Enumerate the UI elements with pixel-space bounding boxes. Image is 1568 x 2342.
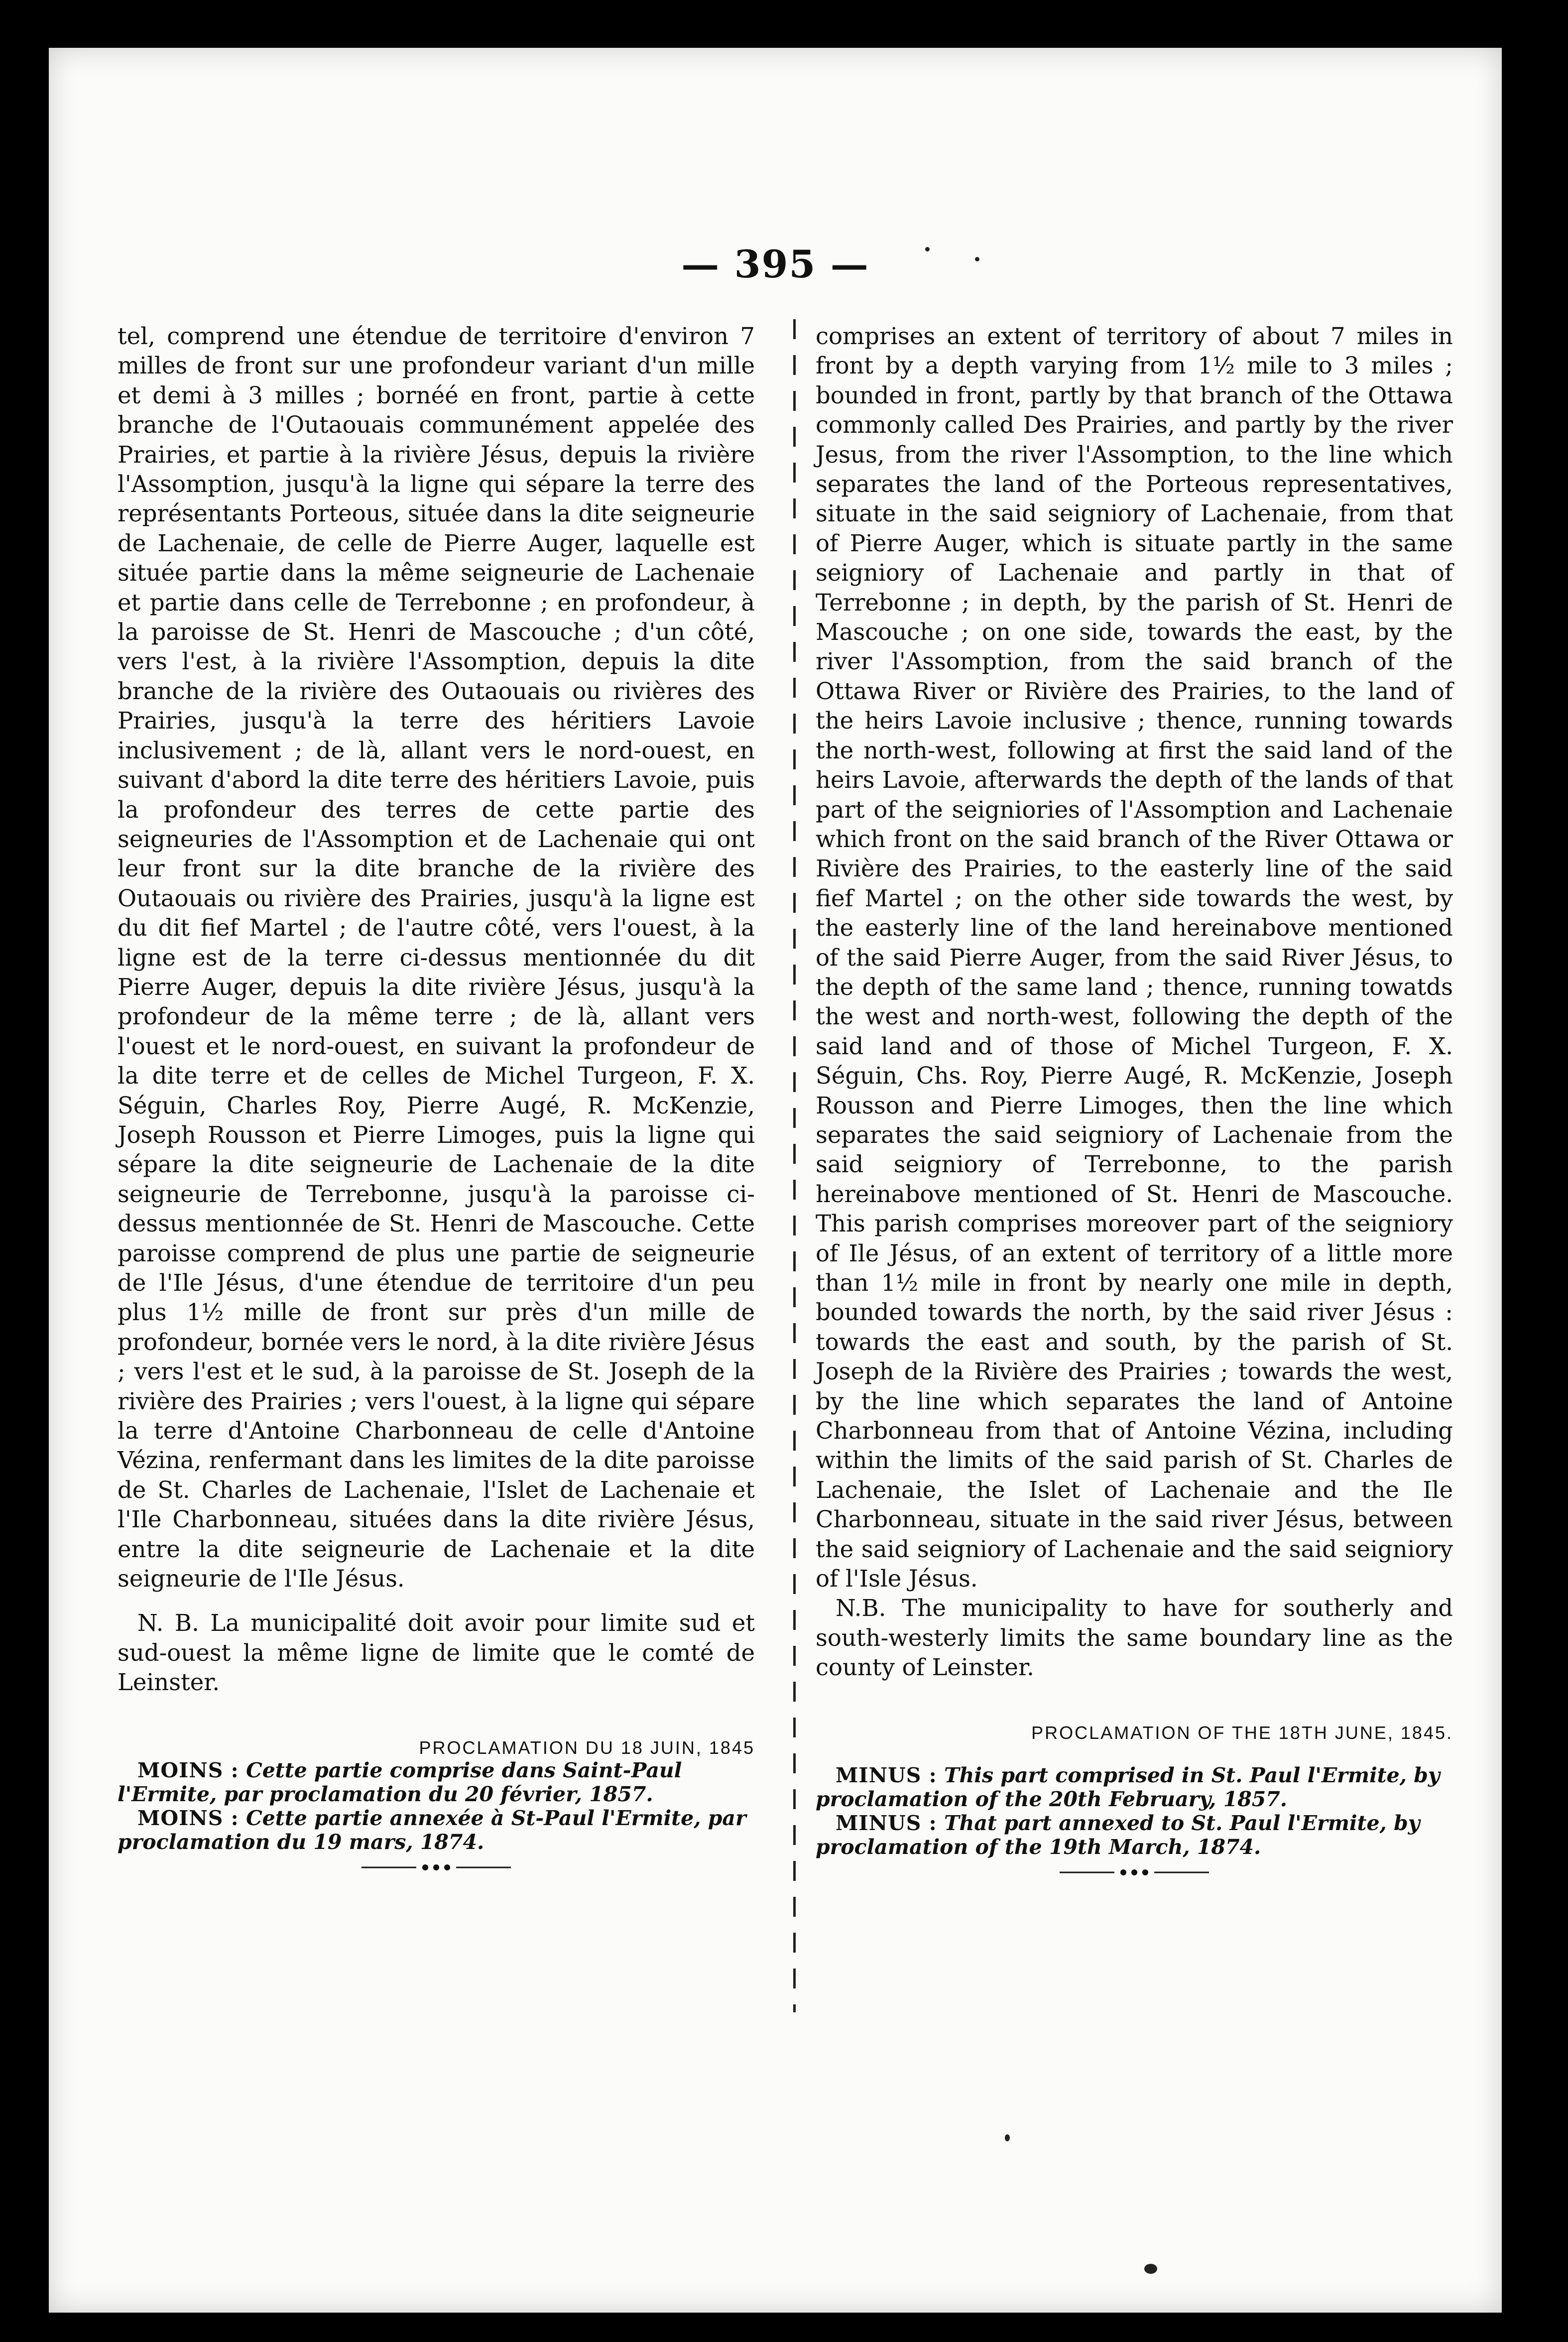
english-note: N.B. The municipality to have for southerly and south-westerly limits the same boundary line as the county of Leinster.	[816, 1595, 1453, 1681]
french-amendment-1	[118, 1758, 755, 1806]
french-amendment-2	[118, 1806, 755, 1854]
amendment-text: Cette partie comprise dans Saint-Paul l'Ermite, par proclamation du 20 février, 1857.	[118, 1758, 682, 1806]
amendment-label: MINUS :	[836, 1763, 937, 1787]
ink-speck	[1144, 2264, 1157, 2274]
ink-speck	[925, 247, 930, 251]
english-proclamation: PROCLAMATION OF THE 18TH JUNE, 1845.	[1031, 1722, 1453, 1743]
english-body-text: comprises an extent of territory of about 7 miles in front by a depth varying from 1½ mile to 3 miles ; bounded in front, partly by that branch of the Ottawa commonly called Des Prairies, and partly by the river Jesus, from the river l'Assomption, to the line which separates the land of the Porteous representatives, situate in the said seigniory of Lachenaie, from that of Pierre Auger, which is situate partly in the same seigniory of Lachenaie and partly in that of Terrebonne ; in depth, by the parish of St. Henri de Mascouche ; on one side, towards the east, by the river l'Assomption, from the said branch of the Ottawa River or Rivière des Prairies, to the land of the heirs Lavoie inclusive ; thence, running towards the north-west, following at first the said land of the heirs Lavoie, afterwards the depth of the lands of that part of the seigniories of l'Assomption and Lachenaie which front on the said branch of the River Ottawa or Rivière des Prairies, to the easterly line of the said fief Martel ; on the other side towards the west, by the easterly line of the land hereinabove mentioned of the said Pierre Auger, from the said River Jésus, to the depth of the same land ; thence, running towatds the west and north-west, following the depth of the said land and of those of Michel Turgeon, F. X. Séguin, Chs. Roy, Pierre Augé, R. McKenzie, Joseph Rousson and Pierre Limoges, then the line which separates the said seigniory of Lachenaie from the said seigniory of Terrebonne, to the parish hereinabove mentioned of St. Henri de Mascouche. This parish comprises moreover part of the seigniory of Ile Jésus, of an extent of territory of a little more than 1½ mile in front by nearly one mile in depth, bounded towards the north, by the said river Jésus : towards the east and south, by the parish of St. Joseph de la Rivière des Prairies ; towards the west, by the line which separates the land of Antoine Charbonneau from that of Antoine Vézina, including within the limits of the said parish of St. Charles de Lachenaie, the Islet of Lachenaie and the Ile Charbonneau, situate in the said river Jésus, between the said seigniory of Lachenaie and the said seigniory of l'Isle Jésus.	[816, 323, 1453, 1593]
french-note: N. B. La municipalité doit avoir pour limite sud et sud-ouest la même ligne de limite que le comté de Leinster.	[118, 1609, 755, 1696]
ink-speck	[1005, 2134, 1010, 2141]
amendment-text: That part annexed to St. Paul l'Ermite, by proclamation of the 19th March, 1874.	[816, 1811, 1420, 1859]
document-page	[49, 48, 1502, 2313]
amendment-text: This part comprised in St. Paul l'Ermite, by proclamation of the 20th February, 1857.	[816, 1763, 1440, 1811]
english-amendment-2	[816, 1811, 1453, 1859]
amendment-text: Cette partie annexée à St-Paul l'Ermite, par proclamation du 19 mars, 1874.	[118, 1806, 746, 1854]
english-column	[816, 322, 1453, 1876]
french-proclamation: PROCLAMATION DU 18 JUIN, 1845	[419, 1737, 755, 1758]
amendment-label: MOINS :	[137, 1806, 239, 1830]
ink-speck	[975, 257, 979, 261]
french-body-text: tel, comprend une étendue de territoire d'environ 7 milles de front sur une profondeur variant d'un mille et demi à 3 milles ; bornéé en front, partie à cette branche de l'Outaouais communément appelée des Prairies, et partie à la rivière Jésus, depuis la rivière l'Assomption, jusqu'à la ligne qui sépare la terre des représentants Porteous, située dans la dite seigneurie de Lachenaie, de celle de Pierre Auger, laquelle est située partie dans la même seigneurie de Lachenaie et partie dans celle de Terrebonne ; en profondeur, à la paroisse de St. Henri de Mascouche ; d'un côté, vers l'est, à la rivière l'Assomption, depuis la dite branche de la rivière des Outaouais ou rivières des Prairies, jusqu'à la terre des héritiers Lavoie inclusivement ; de là, allant vers le nord-ouest, en suivant d'abord la dite terre des héritiers Lavoie, puis la profondeur des terres de cette partie des seigneuries de l'Assomption et de Lachenaie qui ont leur front sur la dite branche de la rivière des Outaouais ou rivière des Prairies, jusqu'à la ligne est du dit fief Martel ; de l'autre côté, vers l'ouest, à la ligne est de la terre ci-dessus mentionnée du dit Pierre Auger, depuis la dite rivière Jésus, jusqu'à la profondeur de la même terre ; de là, allant vers l'ouest et le nord-ouest, en suivant la profondeur de la dite terre et de celles de Michel Turgeon, F. X. Séguin, Charles Roy, Pierre Augé, R. McKenzie, Joseph Rousson et Pierre Limoges, puis la ligne qui sépare la dite seigneurie de Lachenaie de la dite seigneurie de Terrebonne, jusqu'à la paroisse ci-dessus mentionnée de St. Henri de Mascouche. Cette paroisse comprend de plus une partie de seigneurie de l'Ile Jésus, d'une étendue de territoire d'un peu plus 1½ mille de front sur près d'un mille de profondeur, bornée vers le nord, à la dite rivière Jésus ; vers l'est et le sud, à la paroisse de St. Joseph de la rivière des Prairies ; vers l'ouest, à la ligne qui sépare la terre d'Antoine Charbonneau de celle d'Antoine Vézina, renfermant dans les limites de la dite paroisse de St. Charles de Lachenaie, l'Islet de Lachenaie et l'Ile Charbonneau, situées dans la dite rivière Jésus, entre la dite seigneurie de Lachenaie et la dite seigneurie de l'Ile Jésus.	[118, 323, 755, 1593]
french-column	[118, 322, 755, 1871]
column-divider	[793, 319, 796, 2012]
page-number: — 395 —	[681, 242, 869, 286]
english-amendment-1	[816, 1763, 1453, 1811]
amendment-label: MOINS :	[137, 1758, 239, 1782]
ornament-divider-icon	[362, 1864, 511, 1871]
amendment-label: MINUS :	[836, 1811, 937, 1835]
ornament-divider-icon	[1060, 1869, 1209, 1876]
